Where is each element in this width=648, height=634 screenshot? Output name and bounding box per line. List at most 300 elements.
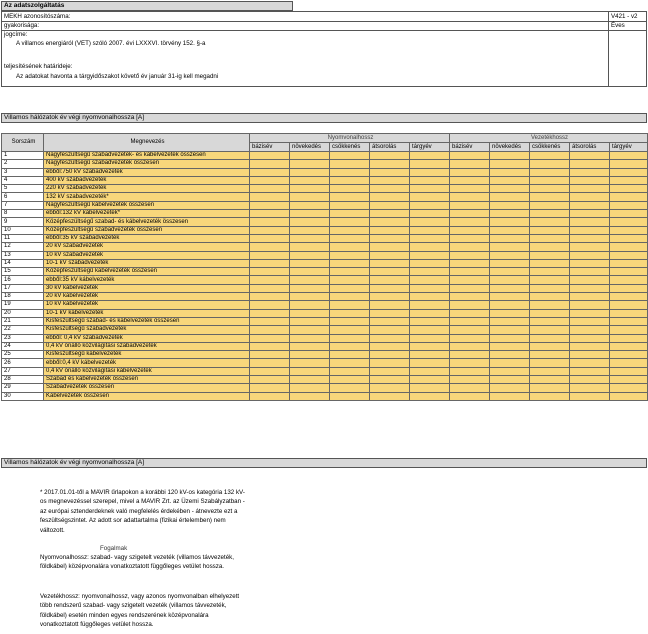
value-cell[interactable] bbox=[450, 309, 490, 317]
value-cell[interactable] bbox=[570, 301, 610, 309]
value-cell[interactable] bbox=[290, 152, 330, 160]
value-cell[interactable] bbox=[370, 384, 410, 392]
value-cell[interactable] bbox=[410, 309, 450, 317]
value-cell[interactable] bbox=[410, 326, 450, 334]
value-cell[interactable] bbox=[450, 359, 490, 367]
value-cell[interactable] bbox=[570, 193, 610, 201]
value-cell[interactable] bbox=[330, 384, 370, 392]
value-cell[interactable] bbox=[370, 160, 410, 168]
value-cell[interactable] bbox=[450, 243, 490, 251]
value-cell[interactable] bbox=[370, 351, 410, 359]
value-cell[interactable] bbox=[370, 193, 410, 201]
value-cell[interactable] bbox=[530, 234, 570, 242]
value-cell[interactable] bbox=[330, 185, 370, 193]
value-cell[interactable] bbox=[330, 293, 370, 301]
value-cell[interactable] bbox=[530, 309, 570, 317]
value-cell[interactable] bbox=[610, 234, 648, 242]
value-cell[interactable] bbox=[450, 293, 490, 301]
value-cell[interactable] bbox=[490, 152, 530, 160]
value-cell[interactable] bbox=[250, 334, 290, 342]
value-cell[interactable] bbox=[610, 317, 648, 325]
value-cell[interactable] bbox=[610, 168, 648, 176]
value-cell[interactable] bbox=[410, 160, 450, 168]
value-cell[interactable] bbox=[410, 376, 450, 384]
value-cell[interactable] bbox=[490, 351, 530, 359]
value-cell[interactable] bbox=[370, 301, 410, 309]
value-cell[interactable] bbox=[410, 317, 450, 325]
value-cell[interactable] bbox=[450, 168, 490, 176]
value-cell[interactable] bbox=[410, 284, 450, 292]
value-cell[interactable] bbox=[610, 176, 648, 184]
value-cell[interactable] bbox=[330, 334, 370, 342]
value-cell[interactable] bbox=[530, 210, 570, 218]
value-cell[interactable] bbox=[450, 376, 490, 384]
value-cell[interactable] bbox=[250, 201, 290, 209]
value-cell[interactable] bbox=[410, 268, 450, 276]
value-cell[interactable] bbox=[250, 243, 290, 251]
value-cell[interactable] bbox=[490, 168, 530, 176]
value-cell[interactable] bbox=[610, 309, 648, 317]
value-cell[interactable] bbox=[530, 259, 570, 267]
value-cell[interactable] bbox=[450, 384, 490, 392]
value-cell[interactable] bbox=[450, 226, 490, 234]
value-cell[interactable] bbox=[290, 185, 330, 193]
value-cell[interactable] bbox=[370, 185, 410, 193]
value-cell[interactable] bbox=[530, 226, 570, 234]
value-cell[interactable] bbox=[250, 351, 290, 359]
value-cell[interactable] bbox=[290, 259, 330, 267]
value-cell[interactable] bbox=[570, 342, 610, 350]
value-cell[interactable] bbox=[610, 251, 648, 259]
value-cell[interactable] bbox=[330, 342, 370, 350]
value-cell[interactable] bbox=[610, 218, 648, 226]
value-cell[interactable] bbox=[610, 226, 648, 234]
value-cell[interactable] bbox=[450, 152, 490, 160]
value-cell[interactable] bbox=[250, 259, 290, 267]
value-cell[interactable] bbox=[370, 152, 410, 160]
value-cell[interactable] bbox=[530, 334, 570, 342]
value-cell[interactable] bbox=[450, 367, 490, 375]
value-cell[interactable] bbox=[530, 317, 570, 325]
value-cell[interactable] bbox=[370, 226, 410, 234]
value-cell[interactable] bbox=[410, 392, 450, 400]
value-cell[interactable] bbox=[570, 268, 610, 276]
value-cell[interactable] bbox=[570, 351, 610, 359]
value-cell[interactable] bbox=[330, 309, 370, 317]
value-cell[interactable] bbox=[530, 193, 570, 201]
value-cell[interactable] bbox=[490, 276, 530, 284]
value-cell[interactable] bbox=[330, 392, 370, 400]
value-cell[interactable] bbox=[410, 351, 450, 359]
value-cell[interactable] bbox=[450, 201, 490, 209]
value-cell[interactable] bbox=[290, 268, 330, 276]
value-cell[interactable] bbox=[410, 334, 450, 342]
value-cell[interactable] bbox=[530, 359, 570, 367]
value-cell[interactable] bbox=[330, 168, 370, 176]
value-cell[interactable] bbox=[570, 243, 610, 251]
value-cell[interactable] bbox=[290, 243, 330, 251]
value-cell[interactable] bbox=[450, 342, 490, 350]
value-cell[interactable] bbox=[490, 367, 530, 375]
value-cell[interactable] bbox=[290, 376, 330, 384]
value-cell[interactable] bbox=[490, 359, 530, 367]
value-cell[interactable] bbox=[370, 276, 410, 284]
value-cell[interactable] bbox=[490, 176, 530, 184]
value-cell[interactable] bbox=[490, 259, 530, 267]
value-cell[interactable] bbox=[290, 342, 330, 350]
value-cell[interactable] bbox=[250, 160, 290, 168]
value-cell[interactable] bbox=[410, 218, 450, 226]
value-cell[interactable] bbox=[370, 268, 410, 276]
value-cell[interactable] bbox=[290, 309, 330, 317]
value-cell[interactable] bbox=[610, 201, 648, 209]
value-cell[interactable] bbox=[370, 176, 410, 184]
value-cell[interactable] bbox=[250, 284, 290, 292]
value-cell[interactable] bbox=[610, 259, 648, 267]
value-cell[interactable] bbox=[330, 351, 370, 359]
value-cell[interactable] bbox=[490, 268, 530, 276]
value-cell[interactable] bbox=[530, 185, 570, 193]
value-cell[interactable] bbox=[250, 317, 290, 325]
value-cell[interactable] bbox=[570, 359, 610, 367]
value-cell[interactable] bbox=[370, 293, 410, 301]
value-cell[interactable] bbox=[370, 234, 410, 242]
value-cell[interactable] bbox=[370, 376, 410, 384]
value-cell[interactable] bbox=[490, 326, 530, 334]
value-cell[interactable] bbox=[410, 152, 450, 160]
value-cell[interactable] bbox=[450, 276, 490, 284]
value-cell[interactable] bbox=[290, 176, 330, 184]
value-cell[interactable] bbox=[410, 234, 450, 242]
value-cell[interactable] bbox=[330, 251, 370, 259]
value-cell[interactable] bbox=[410, 301, 450, 309]
value-cell[interactable] bbox=[570, 392, 610, 400]
value-cell[interactable] bbox=[330, 193, 370, 201]
value-cell[interactable] bbox=[530, 326, 570, 334]
value-cell[interactable] bbox=[250, 251, 290, 259]
value-cell[interactable] bbox=[250, 268, 290, 276]
value-cell[interactable] bbox=[450, 185, 490, 193]
value-cell[interactable] bbox=[330, 259, 370, 267]
value-cell[interactable] bbox=[250, 218, 290, 226]
value-cell[interactable] bbox=[250, 226, 290, 234]
value-cell[interactable] bbox=[450, 176, 490, 184]
value-cell[interactable] bbox=[570, 168, 610, 176]
value-cell[interactable] bbox=[570, 251, 610, 259]
value-cell[interactable] bbox=[290, 210, 330, 218]
value-cell[interactable] bbox=[290, 392, 330, 400]
value-cell[interactable] bbox=[410, 276, 450, 284]
value-cell[interactable] bbox=[450, 301, 490, 309]
value-cell[interactable] bbox=[330, 376, 370, 384]
value-cell[interactable] bbox=[410, 243, 450, 251]
value-cell[interactable] bbox=[570, 210, 610, 218]
value-cell[interactable] bbox=[610, 384, 648, 392]
value-cell[interactable] bbox=[330, 243, 370, 251]
value-cell[interactable] bbox=[450, 268, 490, 276]
value-cell[interactable] bbox=[530, 160, 570, 168]
value-cell[interactable] bbox=[530, 168, 570, 176]
value-cell[interactable] bbox=[330, 218, 370, 226]
value-cell[interactable] bbox=[570, 284, 610, 292]
value-cell[interactable] bbox=[410, 384, 450, 392]
value-cell[interactable] bbox=[530, 367, 570, 375]
value-cell[interactable] bbox=[610, 367, 648, 375]
value-cell[interactable] bbox=[250, 210, 290, 218]
value-cell[interactable] bbox=[610, 293, 648, 301]
value-cell[interactable] bbox=[530, 392, 570, 400]
value-cell[interactable] bbox=[450, 251, 490, 259]
value-cell[interactable] bbox=[570, 152, 610, 160]
value-cell[interactable] bbox=[250, 293, 290, 301]
value-cell[interactable] bbox=[410, 359, 450, 367]
value-cell[interactable] bbox=[570, 326, 610, 334]
value-cell[interactable] bbox=[250, 376, 290, 384]
value-cell[interactable] bbox=[370, 359, 410, 367]
value-cell[interactable] bbox=[250, 176, 290, 184]
value-cell[interactable] bbox=[490, 251, 530, 259]
value-cell[interactable] bbox=[610, 326, 648, 334]
value-cell[interactable] bbox=[290, 276, 330, 284]
value-cell[interactable] bbox=[410, 201, 450, 209]
value-cell[interactable] bbox=[370, 326, 410, 334]
value-cell[interactable] bbox=[570, 276, 610, 284]
value-cell[interactable] bbox=[490, 160, 530, 168]
value-cell[interactable] bbox=[250, 384, 290, 392]
value-cell[interactable] bbox=[570, 185, 610, 193]
value-cell[interactable] bbox=[410, 168, 450, 176]
value-cell[interactable] bbox=[330, 210, 370, 218]
value-cell[interactable] bbox=[410, 259, 450, 267]
value-cell[interactable] bbox=[290, 359, 330, 367]
value-cell[interactable] bbox=[570, 384, 610, 392]
value-cell[interactable] bbox=[370, 259, 410, 267]
value-cell[interactable] bbox=[250, 276, 290, 284]
value-cell[interactable] bbox=[610, 193, 648, 201]
value-cell[interactable] bbox=[450, 259, 490, 267]
value-cell[interactable] bbox=[490, 376, 530, 384]
value-cell[interactable] bbox=[530, 176, 570, 184]
value-cell[interactable] bbox=[410, 185, 450, 193]
value-cell[interactable] bbox=[610, 351, 648, 359]
value-cell[interactable] bbox=[610, 268, 648, 276]
value-cell[interactable] bbox=[490, 284, 530, 292]
value-cell[interactable] bbox=[330, 176, 370, 184]
value-cell[interactable] bbox=[370, 334, 410, 342]
value-cell[interactable] bbox=[530, 301, 570, 309]
value-cell[interactable] bbox=[370, 243, 410, 251]
value-cell[interactable] bbox=[530, 276, 570, 284]
value-cell[interactable] bbox=[530, 268, 570, 276]
value-cell[interactable] bbox=[290, 234, 330, 242]
value-cell[interactable] bbox=[570, 160, 610, 168]
value-cell[interactable] bbox=[410, 367, 450, 375]
value-cell[interactable] bbox=[330, 160, 370, 168]
value-cell[interactable] bbox=[290, 326, 330, 334]
value-cell[interactable] bbox=[490, 309, 530, 317]
value-cell[interactable] bbox=[530, 243, 570, 251]
value-cell[interactable] bbox=[290, 293, 330, 301]
value-cell[interactable] bbox=[410, 176, 450, 184]
value-cell[interactable] bbox=[610, 185, 648, 193]
value-cell[interactable] bbox=[290, 168, 330, 176]
value-cell[interactable] bbox=[530, 293, 570, 301]
value-cell[interactable] bbox=[250, 152, 290, 160]
value-cell[interactable] bbox=[370, 367, 410, 375]
value-cell[interactable] bbox=[490, 334, 530, 342]
value-cell[interactable] bbox=[490, 226, 530, 234]
value-cell[interactable] bbox=[410, 342, 450, 350]
value-cell[interactable] bbox=[370, 317, 410, 325]
value-cell[interactable] bbox=[290, 284, 330, 292]
value-cell[interactable] bbox=[450, 392, 490, 400]
value-cell[interactable] bbox=[370, 210, 410, 218]
value-cell[interactable] bbox=[330, 317, 370, 325]
value-cell[interactable] bbox=[330, 326, 370, 334]
value-cell[interactable] bbox=[410, 251, 450, 259]
value-cell[interactable] bbox=[530, 342, 570, 350]
value-cell[interactable] bbox=[290, 218, 330, 226]
value-cell[interactable] bbox=[570, 334, 610, 342]
value-cell[interactable] bbox=[490, 392, 530, 400]
value-cell[interactable] bbox=[610, 342, 648, 350]
value-cell[interactable] bbox=[290, 351, 330, 359]
value-cell[interactable] bbox=[250, 168, 290, 176]
value-cell[interactable] bbox=[450, 193, 490, 201]
value-cell[interactable] bbox=[290, 160, 330, 168]
value-cell[interactable] bbox=[570, 376, 610, 384]
value-cell[interactable] bbox=[330, 152, 370, 160]
value-cell[interactable] bbox=[410, 210, 450, 218]
value-cell[interactable] bbox=[370, 218, 410, 226]
value-cell[interactable] bbox=[530, 384, 570, 392]
value-cell[interactable] bbox=[610, 160, 648, 168]
value-cell[interactable] bbox=[250, 193, 290, 201]
value-cell[interactable] bbox=[450, 218, 490, 226]
value-cell[interactable] bbox=[290, 334, 330, 342]
value-cell[interactable] bbox=[330, 367, 370, 375]
value-cell[interactable] bbox=[610, 210, 648, 218]
value-cell[interactable] bbox=[610, 392, 648, 400]
value-cell[interactable] bbox=[490, 234, 530, 242]
value-cell[interactable] bbox=[610, 243, 648, 251]
value-cell[interactable] bbox=[570, 293, 610, 301]
value-cell[interactable] bbox=[610, 284, 648, 292]
value-cell[interactable] bbox=[570, 201, 610, 209]
value-cell[interactable] bbox=[570, 226, 610, 234]
value-cell[interactable] bbox=[330, 201, 370, 209]
value-cell[interactable] bbox=[330, 276, 370, 284]
value-cell[interactable] bbox=[530, 152, 570, 160]
value-cell[interactable] bbox=[570, 176, 610, 184]
value-cell[interactable] bbox=[450, 326, 490, 334]
value-cell[interactable] bbox=[250, 367, 290, 375]
value-cell[interactable] bbox=[570, 259, 610, 267]
value-cell[interactable] bbox=[290, 193, 330, 201]
value-cell[interactable] bbox=[570, 309, 610, 317]
value-cell[interactable] bbox=[490, 342, 530, 350]
value-cell[interactable] bbox=[490, 218, 530, 226]
value-cell[interactable] bbox=[450, 234, 490, 242]
value-cell[interactable] bbox=[490, 317, 530, 325]
value-cell[interactable] bbox=[490, 301, 530, 309]
value-cell[interactable] bbox=[570, 234, 610, 242]
value-cell[interactable] bbox=[610, 276, 648, 284]
value-cell[interactable] bbox=[450, 210, 490, 218]
value-cell[interactable] bbox=[330, 234, 370, 242]
value-cell[interactable] bbox=[330, 301, 370, 309]
value-cell[interactable] bbox=[450, 351, 490, 359]
value-cell[interactable] bbox=[370, 392, 410, 400]
value-cell[interactable] bbox=[450, 284, 490, 292]
value-cell[interactable] bbox=[610, 376, 648, 384]
value-cell[interactable] bbox=[370, 284, 410, 292]
value-cell[interactable] bbox=[330, 359, 370, 367]
value-cell[interactable] bbox=[490, 185, 530, 193]
value-cell[interactable] bbox=[410, 193, 450, 201]
value-cell[interactable] bbox=[250, 359, 290, 367]
value-cell[interactable] bbox=[250, 234, 290, 242]
value-cell[interactable] bbox=[610, 334, 648, 342]
value-cell[interactable] bbox=[250, 392, 290, 400]
value-cell[interactable] bbox=[530, 351, 570, 359]
value-cell[interactable] bbox=[370, 309, 410, 317]
value-cell[interactable] bbox=[290, 367, 330, 375]
value-cell[interactable] bbox=[490, 293, 530, 301]
value-cell[interactable] bbox=[370, 342, 410, 350]
value-cell[interactable] bbox=[290, 384, 330, 392]
value-cell[interactable] bbox=[290, 201, 330, 209]
value-cell[interactable] bbox=[450, 160, 490, 168]
value-cell[interactable] bbox=[250, 342, 290, 350]
value-cell[interactable] bbox=[330, 226, 370, 234]
value-cell[interactable] bbox=[530, 284, 570, 292]
value-cell[interactable] bbox=[370, 168, 410, 176]
value-cell[interactable] bbox=[250, 326, 290, 334]
value-cell[interactable] bbox=[250, 301, 290, 309]
value-cell[interactable] bbox=[450, 317, 490, 325]
value-cell[interactable] bbox=[610, 152, 648, 160]
value-cell[interactable] bbox=[330, 284, 370, 292]
value-cell[interactable] bbox=[490, 210, 530, 218]
value-cell[interactable] bbox=[490, 201, 530, 209]
value-cell[interactable] bbox=[530, 218, 570, 226]
value-cell[interactable] bbox=[410, 226, 450, 234]
value-cell[interactable] bbox=[530, 251, 570, 259]
value-cell[interactable] bbox=[290, 301, 330, 309]
value-cell[interactable] bbox=[250, 185, 290, 193]
value-cell[interactable] bbox=[370, 251, 410, 259]
value-cell[interactable] bbox=[250, 309, 290, 317]
value-cell[interactable] bbox=[290, 317, 330, 325]
value-cell[interactable] bbox=[490, 193, 530, 201]
value-cell[interactable] bbox=[370, 201, 410, 209]
value-cell[interactable] bbox=[570, 367, 610, 375]
value-cell[interactable] bbox=[290, 251, 330, 259]
value-cell[interactable] bbox=[570, 317, 610, 325]
value-cell[interactable] bbox=[410, 293, 450, 301]
value-cell[interactable] bbox=[490, 384, 530, 392]
value-cell[interactable] bbox=[450, 334, 490, 342]
value-cell[interactable] bbox=[610, 301, 648, 309]
value-cell[interactable] bbox=[530, 376, 570, 384]
value-cell[interactable] bbox=[330, 268, 370, 276]
value-cell[interactable] bbox=[490, 243, 530, 251]
value-cell[interactable] bbox=[610, 359, 648, 367]
value-cell[interactable] bbox=[290, 226, 330, 234]
value-cell[interactable] bbox=[530, 201, 570, 209]
value-cell[interactable] bbox=[570, 218, 610, 226]
